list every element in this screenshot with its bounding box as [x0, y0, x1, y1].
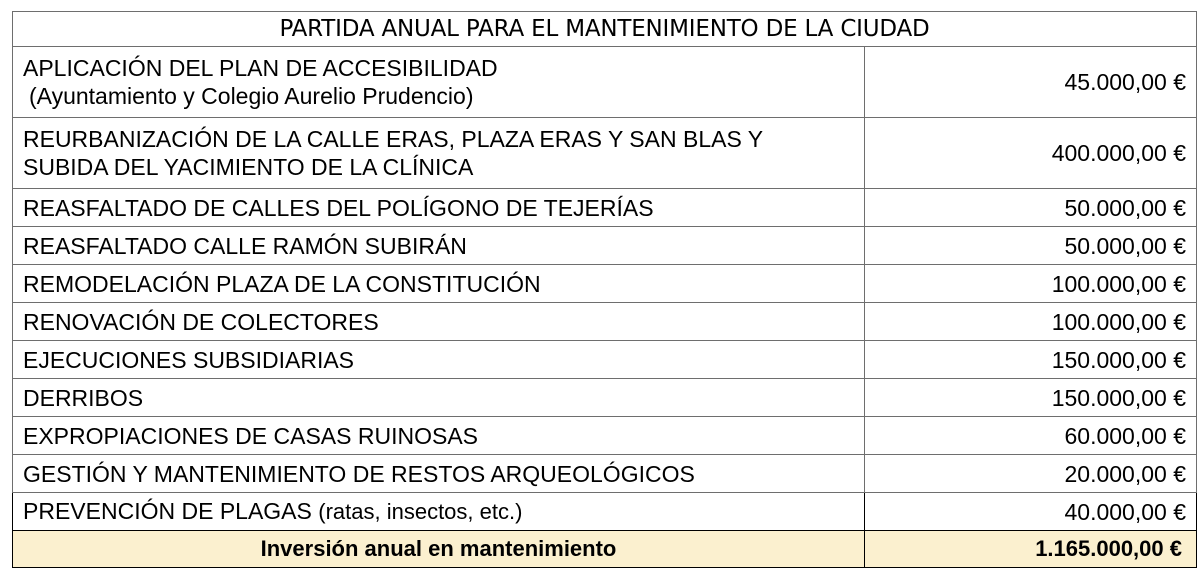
row-amount: 40.000,00 € — [865, 493, 1197, 531]
row-description-line2: (Ayuntamiento y Colegio Aurelio Prudencio) — [29, 83, 474, 109]
row-description — [13, 118, 865, 189]
row-description-line2: SUBIDA DEL YACIMIENTO DE LA CLÍNICA — [23, 154, 474, 180]
table-title: PARTIDA ANUAL PARA EL MANTENIMIENTO DE LA CIUDAD — [13, 12, 1197, 47]
row-amount: 50.000,00 € — [865, 189, 1197, 227]
table-title-row — [13, 12, 1197, 47]
row-description: DERRIBOS — [13, 379, 865, 417]
row-amount: 400.000,00 € — [865, 118, 1197, 189]
row-description — [13, 493, 865, 531]
row-description: EJECUCIONES SUBSIDIARIAS — [13, 341, 865, 379]
row-description: REASFALTADO DE CALLES DEL POLÍGONO DE TEJERÍAS — [13, 189, 865, 227]
budget-table — [12, 11, 1197, 568]
row-description: REMODELACIÓN PLAZA DE LA CONSTITUCIÓN — [13, 265, 865, 303]
row-amount: 50.000,00 € — [865, 227, 1197, 265]
table-row — [13, 341, 1197, 379]
table-row — [13, 493, 1197, 531]
row-description — [13, 47, 865, 118]
row-amount: 45.000,00 € — [865, 47, 1197, 118]
row-description: RENOVACIÓN DE COLECTORES — [13, 303, 865, 341]
table-row — [13, 47, 1197, 118]
total-label: Inversión anual en mantenimiento — [13, 531, 865, 568]
row-description-main: PREVENCIÓN DE PLAGAS — [23, 498, 312, 524]
row-description-line1: REURBANIZACIÓN DE LA CALLE ERAS, PLAZA ERAS Y SAN BLAS Y — [23, 126, 764, 152]
row-amount: 150.000,00 € — [865, 379, 1197, 417]
table-row — [13, 455, 1197, 493]
row-amount: 100.000,00 € — [865, 303, 1197, 341]
row-description: GESTIÓN Y MANTENIMIENTO DE RESTOS ARQUEOLÓGICOS — [13, 455, 865, 493]
row-description: REASFALTADO CALLE RAMÓN SUBIRÁN — [13, 227, 865, 265]
table-row — [13, 265, 1197, 303]
total-amount: 1.165.000,00 € — [865, 531, 1197, 568]
row-description-extra: (ratas, insectos, etc.) — [318, 499, 523, 524]
table-row — [13, 303, 1197, 341]
row-amount: 60.000,00 € — [865, 417, 1197, 455]
table-row — [13, 189, 1197, 227]
total-row — [13, 531, 1197, 568]
row-amount: 100.000,00 € — [865, 265, 1197, 303]
table-row — [13, 417, 1197, 455]
table-row — [13, 118, 1197, 189]
row-amount: 20.000,00 € — [865, 455, 1197, 493]
table-row — [13, 227, 1197, 265]
row-description-line1: APLICACIÓN DEL PLAN DE ACCESIBILIDAD — [23, 55, 498, 81]
table-row — [13, 379, 1197, 417]
row-description: EXPROPIACIONES DE CASAS RUINOSAS — [13, 417, 865, 455]
row-amount: 150.000,00 € — [865, 341, 1197, 379]
